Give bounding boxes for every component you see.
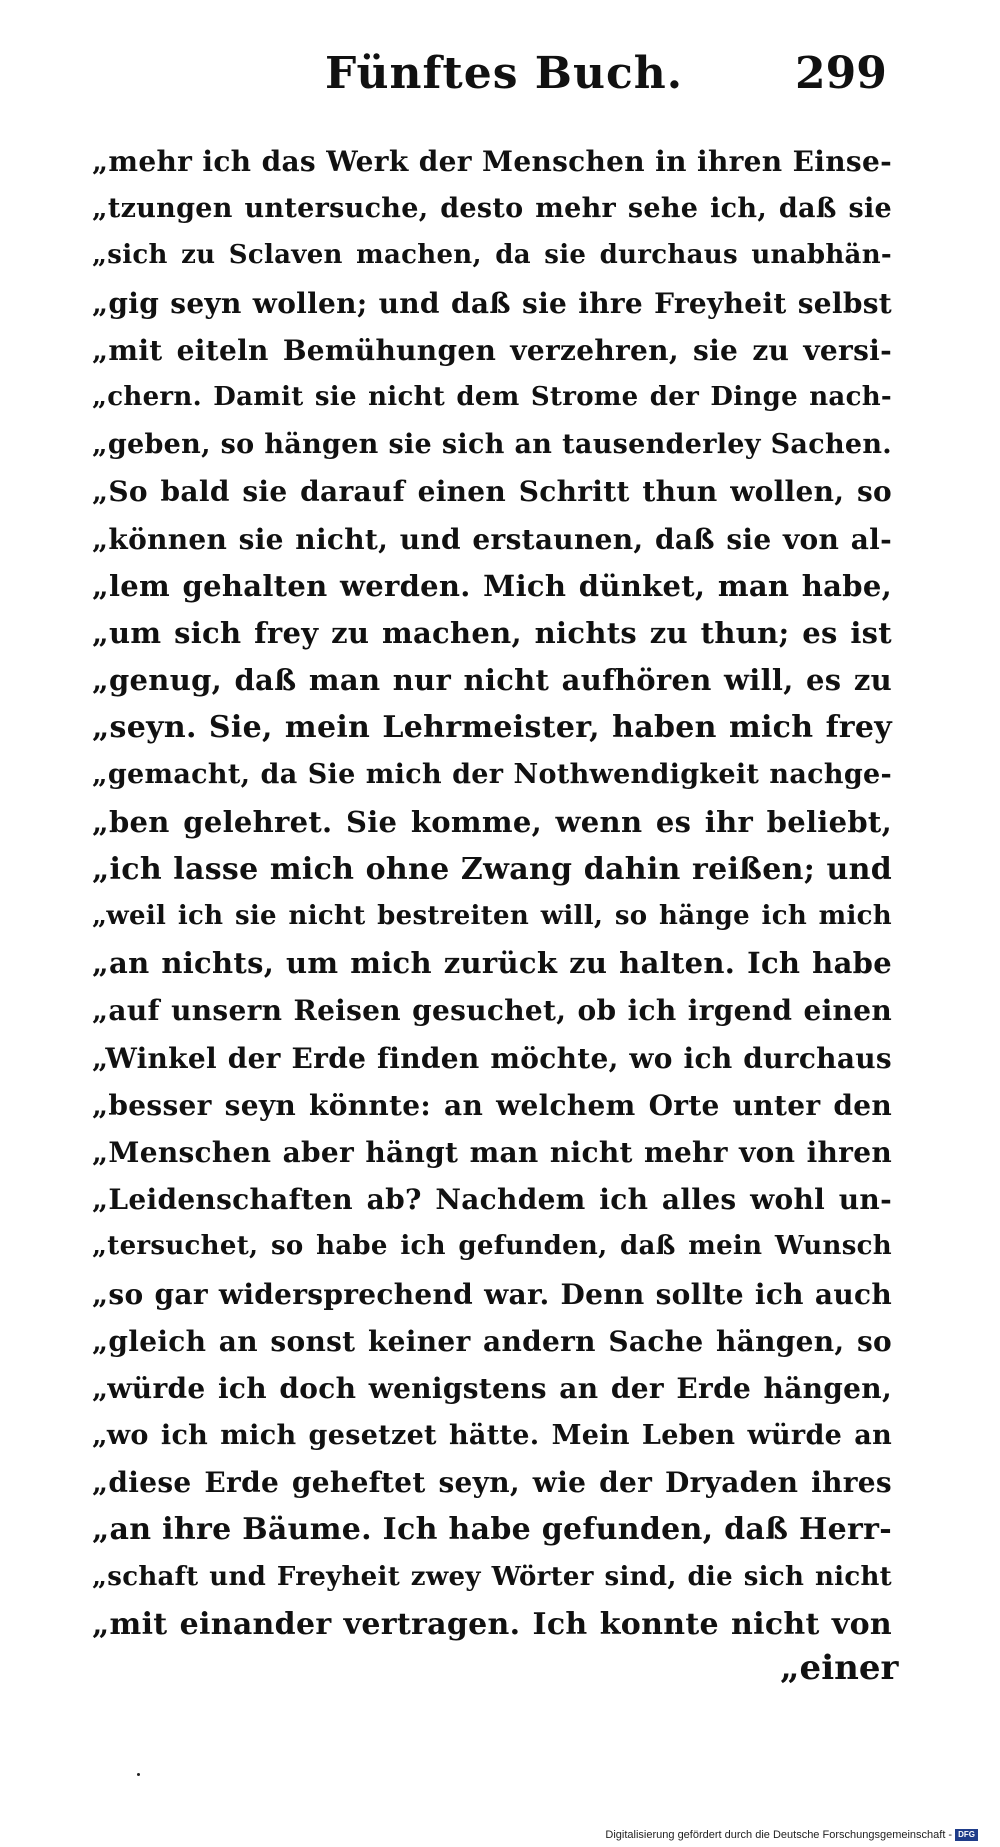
text-line: „ben gelehret. Sie komme, wenn es ihr beliebt, [92,804,892,839]
digitization-note: Digitalisierung gefördert durch die Deutsche Forschungsgemeinschaft - [605,1829,953,1841]
running-head [0,48,1000,108]
text-line: „wo ich mich gesetzet hätte. Mein Leben würde an [92,1420,892,1452]
text-line: „gig seyn wollen; und daß sie ihre Freyheit selbst [92,286,892,320]
digitization-footer [605,1829,978,1841]
text-line: „chern. Damit sie nicht dem Strome der Dinge nach- [92,381,892,412]
text-line: „können sie nicht, und erstaunen, daß sie von al- [92,522,892,556]
text-line: „um sich frey zu machen, nichts zu thun; es ist [92,615,892,650]
text-line: „auf unsern Reisen gesuchet, ob ich irgend einen [92,994,892,1028]
text-line: „tzungen untersuche, desto mehr sehe ich, daß sie [92,193,892,225]
text-line: „tersuchet, so habe ich gefunden, daß mein Wunsch [92,1231,892,1262]
text-line: „Menschen aber hängt man nicht mehr von ihren [92,1135,892,1169]
dfg-logo-icon: DFG [955,1829,978,1841]
text-line: „schaft und Freyheit zwey Wörter sind, die sich nicht [92,1561,892,1592]
text-line: „weil ich sie nicht bestreiten will, so hänge ich mich [92,901,892,931]
text-line: „genug, daß man nur nicht aufhören will, es zu [92,663,892,698]
text-line: „gemacht, da Sie mich der Nothwendigkeit nachge- [92,759,892,791]
text-line: „besser seyn könnte: an welchem Orte unter den [92,1088,892,1122]
text-line: „ich lasse mich ohne Zwang dahin reißen; und [92,851,892,887]
text-line: „Leidenschaften ab? Nachdem ich alles wohl un- [92,1183,892,1217]
text-line: „an nichts, um mich zurück zu halten. Ich habe [92,946,892,981]
text-line: „so gar widersprechend war. Denn sollte ich auch [92,1277,892,1311]
text-line: „diese Erde geheftet seyn, wie der Dryaden ihres [92,1466,892,1500]
text-line: „Winkel der Erde finden möchte, wo ich durchaus [92,1041,892,1075]
text-line: „geben, so hängen sie sich an tausenderley Sachen. [92,429,892,461]
text-line: „So bald sie darauf einen Schritt thun wollen, so [92,475,892,509]
text-line: „gleich an sonst keiner andern Sache hängen, so [92,1324,892,1358]
body-text [92,138,892,1648]
text-line: „sich zu Sclaven machen, da sie durchaus unabhän- [92,240,892,271]
text-line: „mit einander vertragen. Ich konnte nicht von [92,1606,892,1642]
text-line: „seyn. Sie, mein Lehrmeister, haben mich frey [92,710,892,746]
text-line: „würde ich doch wenigstens an der Erde hängen, [92,1371,892,1405]
page-number: 299 [795,48,887,99]
catchword: „einer [780,1648,899,1688]
text-line: „an ihre Bäume. Ich habe gefunden, daß Herr- [92,1512,892,1548]
text-line: „mehr ich das Werk der Menschen in ihren Einse- [92,145,892,178]
running-title: Fünftes Buch. [325,48,684,99]
ink-speck [137,1773,140,1776]
text-line: „mit eiteln Bemühungen verzehren, sie zu versi- [92,333,892,367]
text-line: „lem gehalten werden. Mich dünket, man habe, [92,568,892,603]
